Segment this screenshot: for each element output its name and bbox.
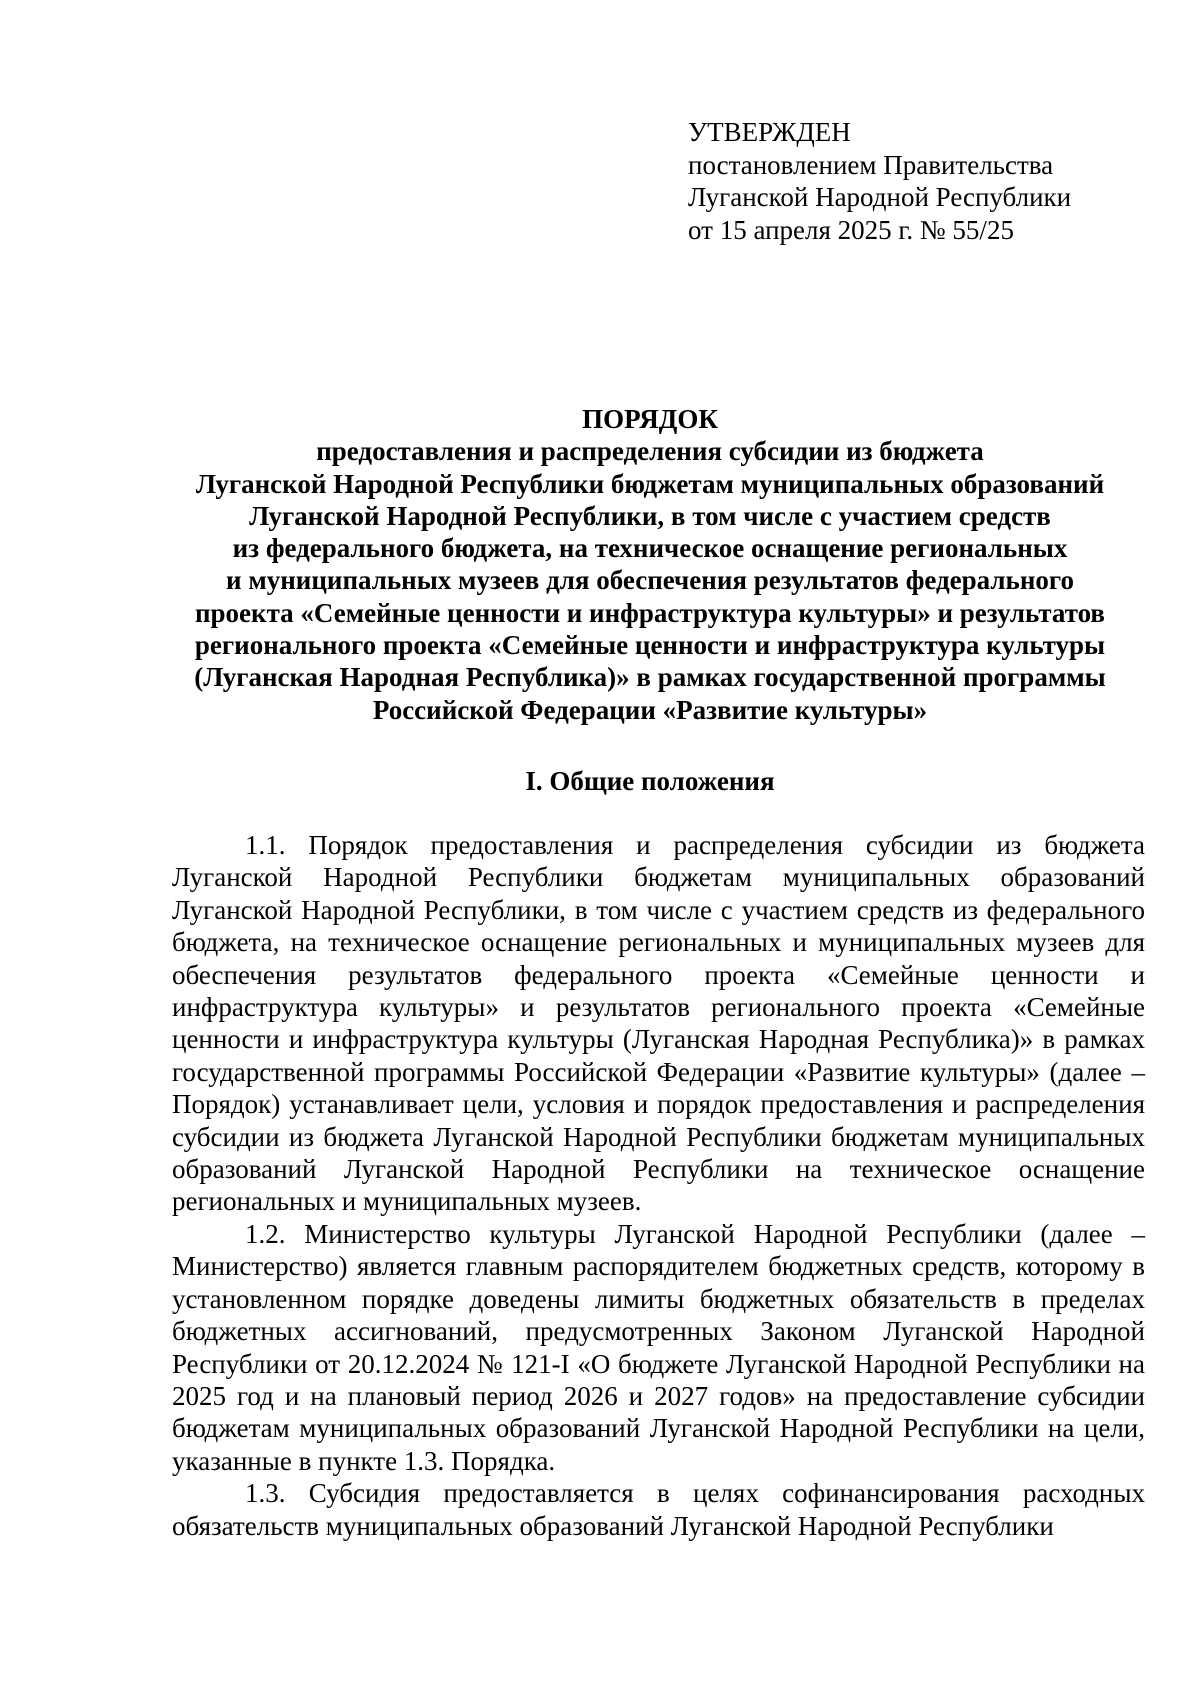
approval-line-approved: УТВЕРЖДЕН: [688, 117, 851, 147]
title-line: регионального проекта «Семейные ценности и инфраструктура культуры: [194, 630, 1106, 661]
title-line: из федерального бюджета, на техническое оснащение региональных: [232, 533, 1068, 564]
approval-line-resolution: постановлением Правительства: [688, 149, 1054, 180]
paragraph-1-2: 1.2. Министерство культуры Луганской Народной Республики (далее – Министерство) является главным распорядителем бюджетных средств, которому в установленном порядке доведены лимиты бюджетных обязательств в пределах бюджетных ассигнований, предусмотренных Законом Луганской Народной Республики от 20.12.2024 № 121-I «О бюджете Луганской Народной Республики на 2025 год и на плановый период 2026 и 2027 годов» на предоставление субсидии бюджетам муниципальных образований Луганской Народной Республики на цели, указанные в пункте 1.3. Порядка.: [172, 1218, 1145, 1476]
approval-line-government: Луганской Народной Республики: [688, 182, 1072, 212]
document-title: [150, 403, 1150, 726]
title-line: Луганской Народной Республики бюджетам муниципальных образований: [195, 468, 1105, 499]
title-line: (Луганская Народная Республика)» в рамках государственной программы: [194, 662, 1106, 693]
approval-stamp: [688, 116, 1168, 246]
title-heading: ПОРЯДОК: [582, 404, 718, 434]
paragraph-1-3: 1.3. Субсидия предоставляется в целях софинансирования расходных обязательств муниципальных образований Луганской Народной Республики: [172, 1478, 1145, 1541]
paragraph-1-1: 1.1. Порядок предоставления и распределения субсидии из бюджета Луганской Народной Республики бюджетам муниципальных образований Луганской Народной Республики, в том числе с участием средств из федерального бюджета, на техническое оснащение региональных и муниципальных музеев для обеспечения результатов федерального проекта «Семейные ценности и инфраструктура культуры» и результатов регионального проекта «Семейные ценности и инфраструктура культуры (Луганская Народная Республика)» в рамках государственной программы Российской Федерации «Развитие культуры» (далее – Порядок) устанавливает цели, условия и порядок предоставления и распределения субсидии из бюджета Луганской Народной Республики бюджетам муниципальных образований Луганской Народной Республики на техническое оснащение региональных и муниципальных музеев.: [172, 830, 1145, 1217]
title-line: проекта «Семейные ценности и инфраструктура культуры» и результатов: [194, 597, 1106, 628]
title-line: Луганской Народной Республики, в том числе с участием средств: [249, 500, 1051, 531]
title-line: и муниципальных музеев для обеспечения результатов федерального: [226, 565, 1074, 596]
approval-line-date-number: от 15 апреля 2025 г. № 55/25: [688, 214, 1014, 245]
section-heading: I. Общие положения: [525, 766, 775, 796]
title-line: Российской Федерации «Развитие культуры»: [372, 694, 928, 725]
title-line: предоставления и распределения субсидии из бюджета: [316, 436, 984, 467]
section-body: [172, 829, 1145, 1542]
